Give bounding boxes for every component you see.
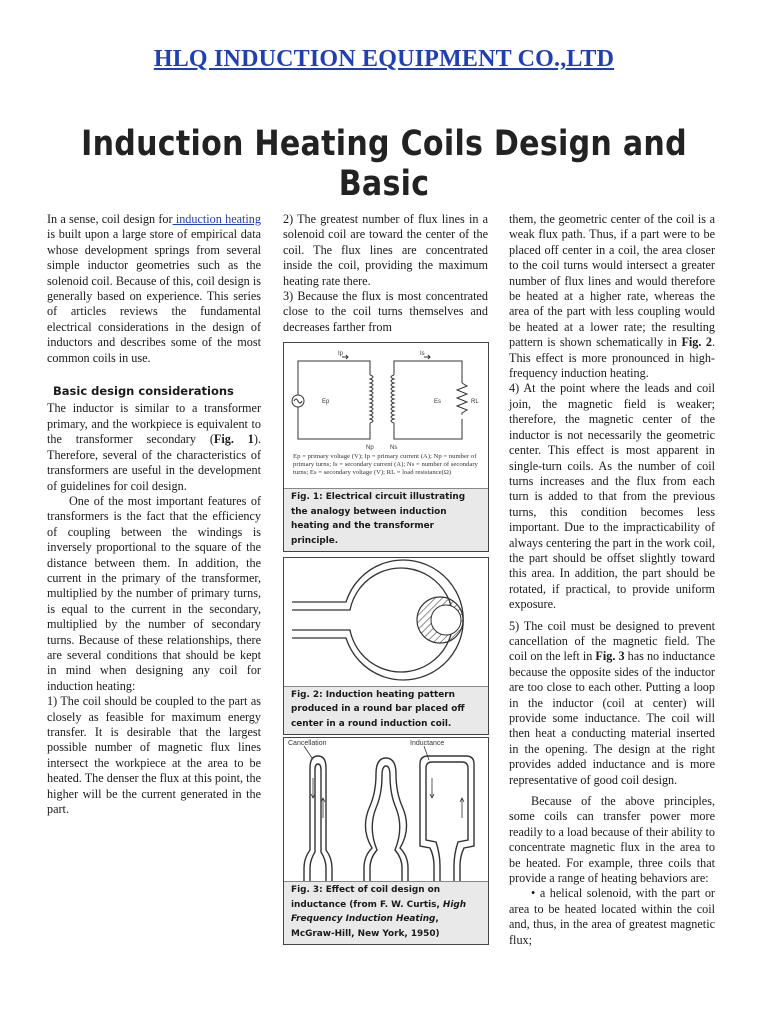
induction-heating-link[interactable]: induction heating: [172, 212, 261, 226]
ep-label: Ep: [322, 399, 330, 405]
figure-3-caption: Fig. 3: Effect of coil design on inductance (from F. W. Curtis, High Frequency Induction Heating, McGraw-Hill, New York, 1950): [284, 881, 488, 944]
ip-label: Ip: [338, 351, 344, 357]
company-header[interactable]: HLQ INDUCTION EQUIPMENT CO.,LTD: [153, 46, 615, 72]
figure-3: [283, 737, 489, 945]
paragraph: 2) The greatest number of flux lines in a solenoid coil are toward the center of the coil. The flux lines are concentrated inside the coil, providing the maximum heating rate there.: [283, 212, 488, 288]
paragraph: them, the geometric center of the coil is a weak flux path. Thus, if a part were to be placed off center in a coil, the area closer to the coil turns would intersect a greater number of flux lines and would therefore be heated at a higher rate, whereas the area of the part with less coupling would be heated at a lower rate; the resulting pattern is shown schematically in Fig. 2. This effect is more pronounced in high-frequency induction heating.: [509, 212, 715, 381]
ns-label: Ns: [390, 445, 398, 451]
figure-1: [283, 342, 489, 552]
coil-inductance-diagram: [284, 738, 488, 898]
paragraph: • a helical solenoid, with the part or area to be heated located within the coil and, thus, in the area of greatest magnetic flux;: [509, 886, 715, 947]
paragraph: 1) The coil should be coupled to the part as closely as feasible for maximum energy transfer. It is desirable that the largest possible number of magnetic flux lines intersect the workpiece at the area to be heated. The denser the flux at this point, the higher will be the current generated in the part.: [47, 694, 261, 817]
paragraph: 3) Because the flux is most concentrated close to the coil turns themselves and decreases farther from: [283, 289, 488, 334]
inductance-label: Inductance: [410, 740, 445, 747]
rl-label: RL: [471, 399, 479, 405]
figure-2-caption: Fig. 2: Induction heating pattern produced in a round bar placed off center in a round induction coil.: [284, 686, 488, 735]
intro-paragraph: In a sense, coil design for induction heating is built upon a large store of empirical data whose development springs from several simple inductor geometries such as the solenoid coil. Because of this, coil design is generally based on experience. This series of articles reviews the fundamental electrical considerations in the design of inductors and describes some of the most common coils in use.: [47, 212, 261, 365]
paragraph: The inductor is similar to a transformer primary, and the workpiece is equivalent to the transformer secondary (Fig. 1). Therefore, several of the characteristics of transformers are useful in the development of guidelines for coil design.: [47, 401, 261, 493]
paragraph: 5) The coil must be designed to prevent cancellation of the magnetic field. The coil on the left in Fig. 3 has no inductance because the opposite sides of the inductor are too close to each other. Putting a loop in the inductor (coil at center) will provide some inductance. The coil will then heat a conducting material inserted in the opening. The design at the right provides added inductance and is more representative of good coil design.: [509, 618, 715, 787]
paragraph: One of the most important features of transformers is the fact that the efficiency of coupling between the windings is inversely proportional to the square of the distance between them. In addition, the current in the primary of the transformer, multiplied by the number of primary turns, is equal to the current in the secondary, multiplied by the number of secondary turns. Because of these relationships, there are several conditions that should be kept in mind when designing any coil for induction heating:: [47, 493, 261, 693]
off-center-bar-diagram: [284, 558, 488, 686]
page-title: Induction Heating Coils Design and Basic: [81, 124, 687, 204]
np-label: Np: [366, 445, 374, 451]
es-label: Es: [434, 399, 442, 405]
column-1: [47, 212, 261, 817]
is-label: Is: [420, 351, 425, 357]
cancellation-label: Cancellation: [288, 740, 327, 747]
figure-2: [283, 557, 489, 735]
transformer-circuit-diagram: [284, 343, 488, 453]
column-3: [509, 212, 715, 948]
paragraph: Because of the above principles, some coils can transfer power more readily to a load because of their ability to concentrate magnetic flux in the area to be heated. For example, three coils that provide a range of heating behaviors are:: [509, 794, 715, 886]
column-2: [283, 212, 488, 335]
figure-1-caption: Fig. 1: Electrical circuit illustrating the analogy between induction heating and the transformer principle.: [284, 488, 488, 551]
section-heading: Basic design considerations: [53, 384, 234, 399]
paragraph: 4) At the point where the leads and coil join, the magnetic field is weaker; therefore, the magnetic center of the inductor is not necessarily the geometric center. This effect is most apparent in single-turn coils. As the number of coil turns increases and the flux from each turn is added to that from the previous turns, this condition becomes less important. Due to the impracticability of always centering the part in the work coil, the part should be offset slightly toward this area. In addition, the part should be rotated, if practical, to provide uniform exposure.: [509, 381, 715, 612]
figure-1-legend: Ep = primary voltage (V); Ip = primary current (A); Np = number of primary turns; Is = secondary current (A); Ns = number of secondary turns; Es = secondary voltage (V); RL = load resistance(Ω): [293, 453, 478, 476]
